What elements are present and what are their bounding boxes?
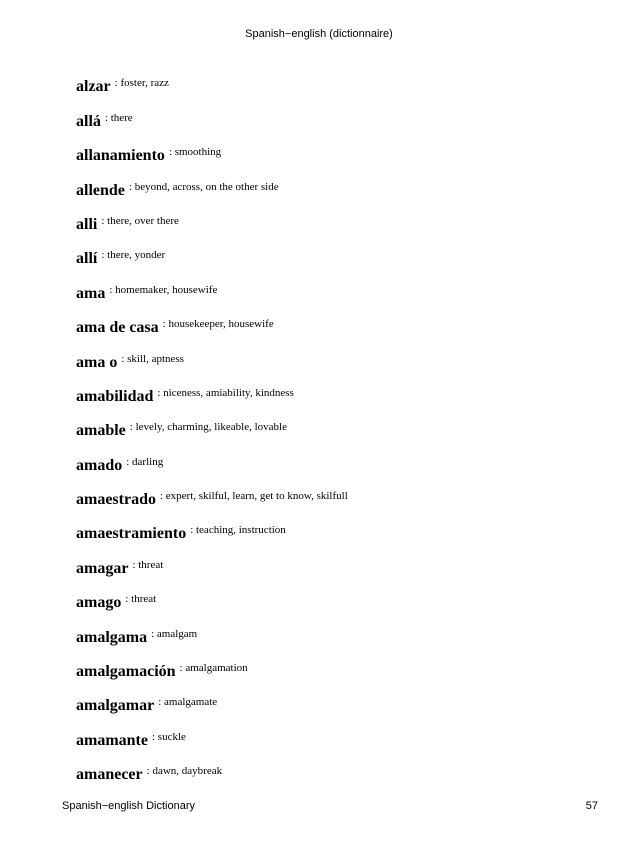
page-header: Spanish−english (dictionnaire) (245, 28, 393, 40)
entry-term: amamante (76, 731, 148, 749)
entry-term: amado (76, 456, 123, 474)
entry-term: allende (76, 181, 125, 199)
dictionary-entry (76, 96, 596, 130)
dictionary-entry (76, 750, 596, 784)
entry-definition: : amalgamation (179, 662, 248, 675)
entry-definition: : beyond, across, on the other side (128, 180, 279, 193)
entry-term: amabilidad (76, 387, 154, 405)
entry-term: amalgama (76, 628, 148, 646)
entry-term: allá (76, 112, 101, 130)
dictionary-entry (76, 131, 596, 165)
entry-definition: : darling (126, 455, 164, 468)
entry-definition: : there, over there (101, 214, 179, 227)
entry-definition: : amalgam (151, 627, 198, 640)
entry-definition: : threat (132, 558, 164, 571)
entry-definition: : expert, skilful, learn, get to know, skilfull (159, 490, 348, 503)
entry-term: allí (76, 250, 98, 268)
entry-term: allanamiento (76, 147, 165, 165)
dictionary-entry (76, 234, 596, 268)
dictionary-entry (76, 475, 596, 509)
dictionary-entry (76, 681, 596, 715)
entry-term: amable (76, 422, 126, 440)
entry-term: amaestramiento (76, 525, 187, 543)
page-number: 57 (585, 800, 598, 812)
dictionary-entry (76, 62, 596, 96)
dictionary-entry (76, 372, 596, 406)
entry-definition: : foster, razz (114, 77, 169, 90)
entry-definition: : there, yonder (101, 249, 166, 262)
entry-definition: : skill, aptness (121, 352, 184, 365)
dictionary-entry (76, 715, 596, 749)
dictionary-entry (76, 612, 596, 646)
dictionary-entry (76, 578, 596, 612)
page-footer (62, 799, 598, 813)
entry-term: amalgamación (76, 663, 176, 681)
dictionary-entry (76, 647, 596, 681)
entry-definition: : threat (125, 593, 157, 606)
footer-title: Spanish−english Dictionary (62, 800, 195, 812)
dictionary-entry (76, 165, 596, 199)
dictionary-entry (76, 440, 596, 474)
entry-definition: : niceness, amiability, kindness (157, 386, 294, 399)
dictionary-entry (76, 406, 596, 440)
entry-term: ama o (76, 353, 118, 371)
entry-definition: : there (104, 111, 133, 124)
entry-term: alli (76, 215, 98, 233)
entry-term: amaestrado (76, 491, 156, 509)
dictionary-entry (76, 303, 596, 337)
dictionary-entry (76, 509, 596, 543)
entry-term: alzar (76, 78, 111, 96)
entry-term: amalgamar (76, 697, 155, 715)
entry-definition: : smoothing (168, 146, 222, 159)
entry-definition: : amalgamate (158, 696, 218, 709)
entry-definition: : suckle (151, 730, 186, 743)
entry-definition: : homemaker, housewife (109, 283, 218, 296)
entry-definition: : teaching, instruction (190, 524, 286, 537)
dictionary-entry (76, 268, 596, 302)
dictionary-entry (76, 200, 596, 234)
entry-term: ama de casa (76, 319, 159, 337)
dictionary-entry (76, 337, 596, 371)
entry-term: amanecer (76, 766, 143, 784)
entry-term: amago (76, 594, 122, 612)
entry-definition: : dawn, daybreak (146, 765, 223, 778)
entry-term: ama (76, 284, 106, 302)
entry-definition: : levely, charming, likeable, lovable (129, 421, 287, 434)
dictionary-entry (76, 543, 596, 577)
entry-definition: : housekeeper, housewife (162, 318, 274, 331)
entry-term: amagar (76, 559, 129, 577)
dictionary-entry-list (76, 62, 596, 784)
